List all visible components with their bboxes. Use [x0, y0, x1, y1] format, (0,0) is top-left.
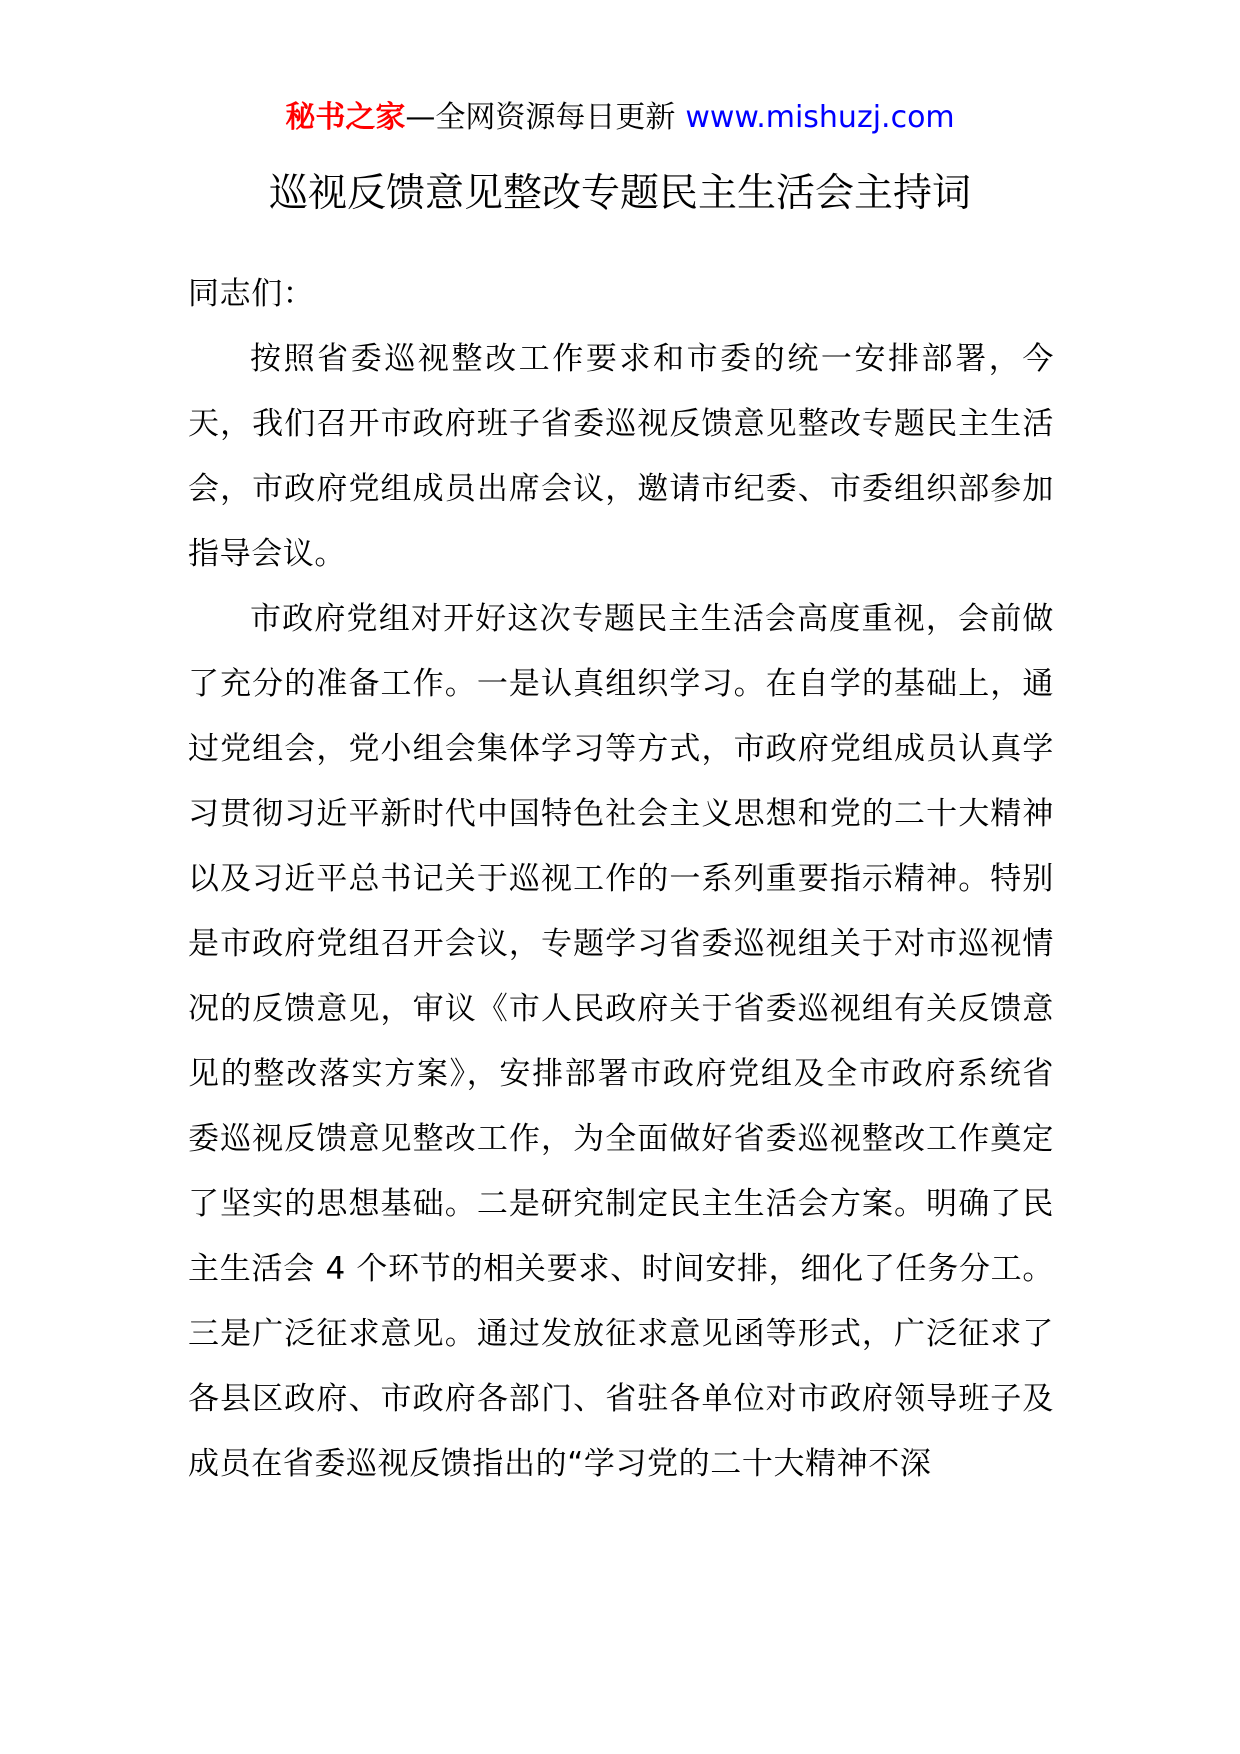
site-url-link[interactable]: www.mishuzj.com	[685, 100, 955, 135]
document-body	[188, 262, 1054, 1497]
brand-name: 秘书之家	[285, 100, 406, 135]
salutation: 同志们：	[188, 276, 315, 312]
site-tagline: —全网资源每日更新	[405, 100, 676, 135]
paragraph: 市政府党组对开好这次专题民主生活会高度重视，会前做了充分的准备工作。一是认真组织学习。在自学的基础上，通过党组会，党小组会集体学习等方式，市政府党组成员认真学习贯彻习近平新时代中国特色社会主义思想和党的二十大精神以及习近平总书记关于巡视工作的一系列重要指示精神。特别是市政府党组召开会议，专题学习省委巡视组关于对市巡视情况的反馈意见，审议《市人民政府关于省委巡视组有关反馈意见的整改落实方案》，安排部署市政府党组及全市政府系统省委巡视反馈意见整改工作，为全面做好省委巡视整改工作奠定了坚实的思想基础。二是研究制定民主生活会方案。明确了民主生活会 4 个环节的相关要求、时间安排，细化了任务分工。三是广泛征求意见。通过发放征求意见函等形式，广泛征求了各县区政府、市政府各部门、省驻各单位对市政府领导班子及成员在省委巡视反馈指出的“学习党的二十大精神不深	[188, 601, 1054, 1482]
site-header	[0, 96, 1240, 140]
paragraph: 按照省委巡视整改工作要求和市委的统一安排部署，今天，我们召开市政府班子省委巡视反馈意见整改专题民主生活会，市政府党组成员出席会议，邀请市纪委、市委组织部参加指导会议。	[188, 341, 1054, 572]
page-title: 巡视反馈意见整改专题民主生活会主持词	[268, 171, 971, 216]
